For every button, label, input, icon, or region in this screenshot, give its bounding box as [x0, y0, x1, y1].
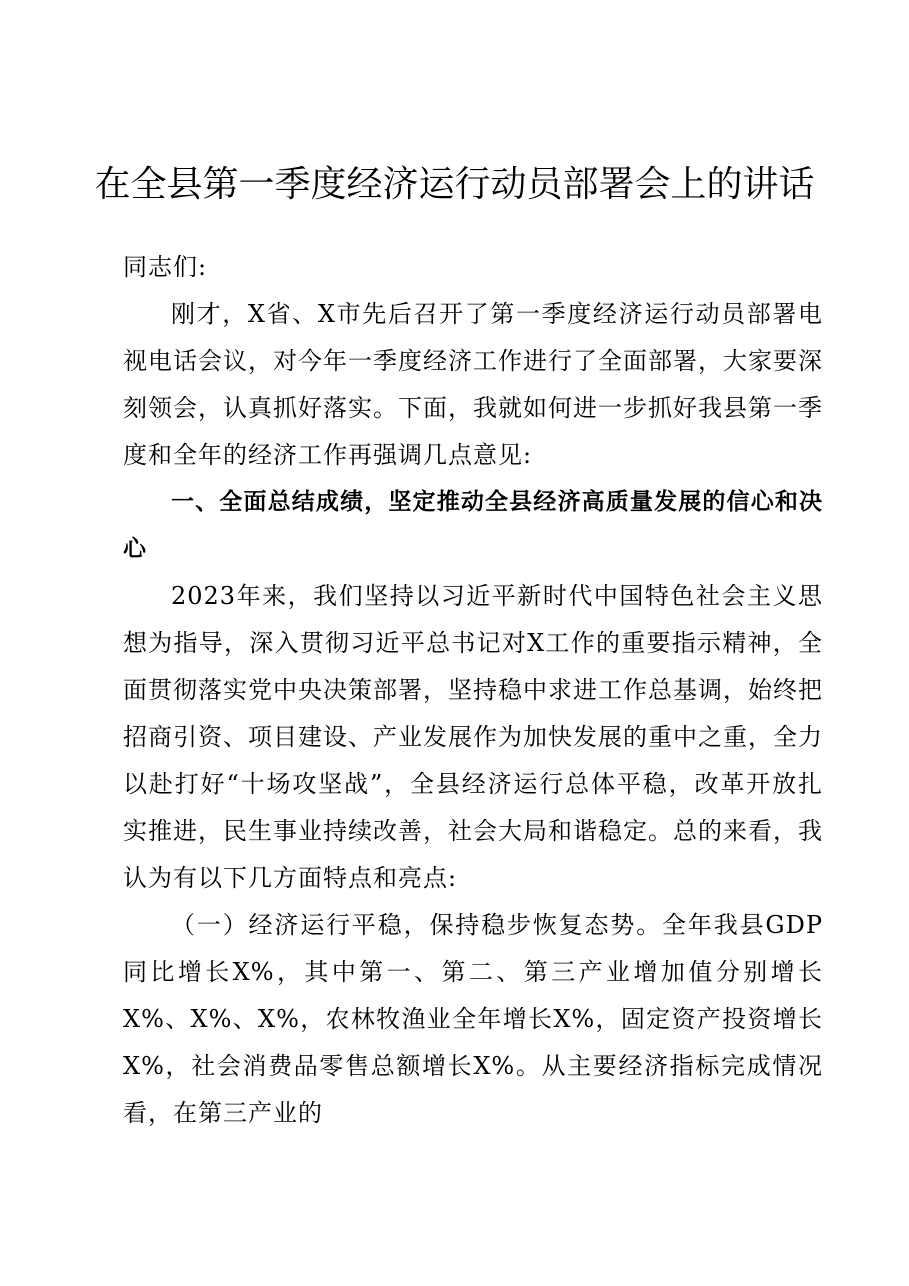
salutation: 同志们: — [123, 253, 208, 281]
document-body — [123, 244, 823, 1137]
document-title: 在全县第一季度经济运行动员部署会上的讲话 — [94, 164, 815, 205]
paragraph-intro: 刚才，X省、X市先后召开了第一季度经济运行动员部署电视电话会议，对今年一季度经济工作进行了全面部署，大家要深刻领会，认真抓好落实。下面，我就如何进一步抓好我县第一季度和全年的经济工作再强调几点意见: — [123, 300, 823, 469]
paragraph-economy: （一）经济运行平稳，保持稳步恢复态势。全年我县GDP同比增长X%，其中第一、第二、第三产业增加值分别增长X%、X%、X%，农林牧渔业全年增长X%，固定资产投资增长X%，社会消费品零售总额增长X%。从主要经济指标完成情况看，在第三产业的 — [123, 911, 823, 1127]
paragraph-achievements: 2023年来，我们坚持以习近平新时代中国特色社会主义思想为指导，深入贯彻习近平总书记对X工作的重要指示精神，全面贯彻落实党中央决策部署，坚持稳中求进工作总基调，始终把招商引资、项目建设、产业发展作为加快发展的重中之重，全力以赴打好“十场攻坚战”，全县经济运行总体平稳，改革开放扎实推进，民生事业持续改善，社会大局和谐稳定。总的来看，我认为有以下几方面特点和亮点: — [123, 582, 823, 892]
section-heading-1: 一、全面总结成绩，坚定推动全县经济高质量发展的信心和决心 — [123, 489, 823, 562]
